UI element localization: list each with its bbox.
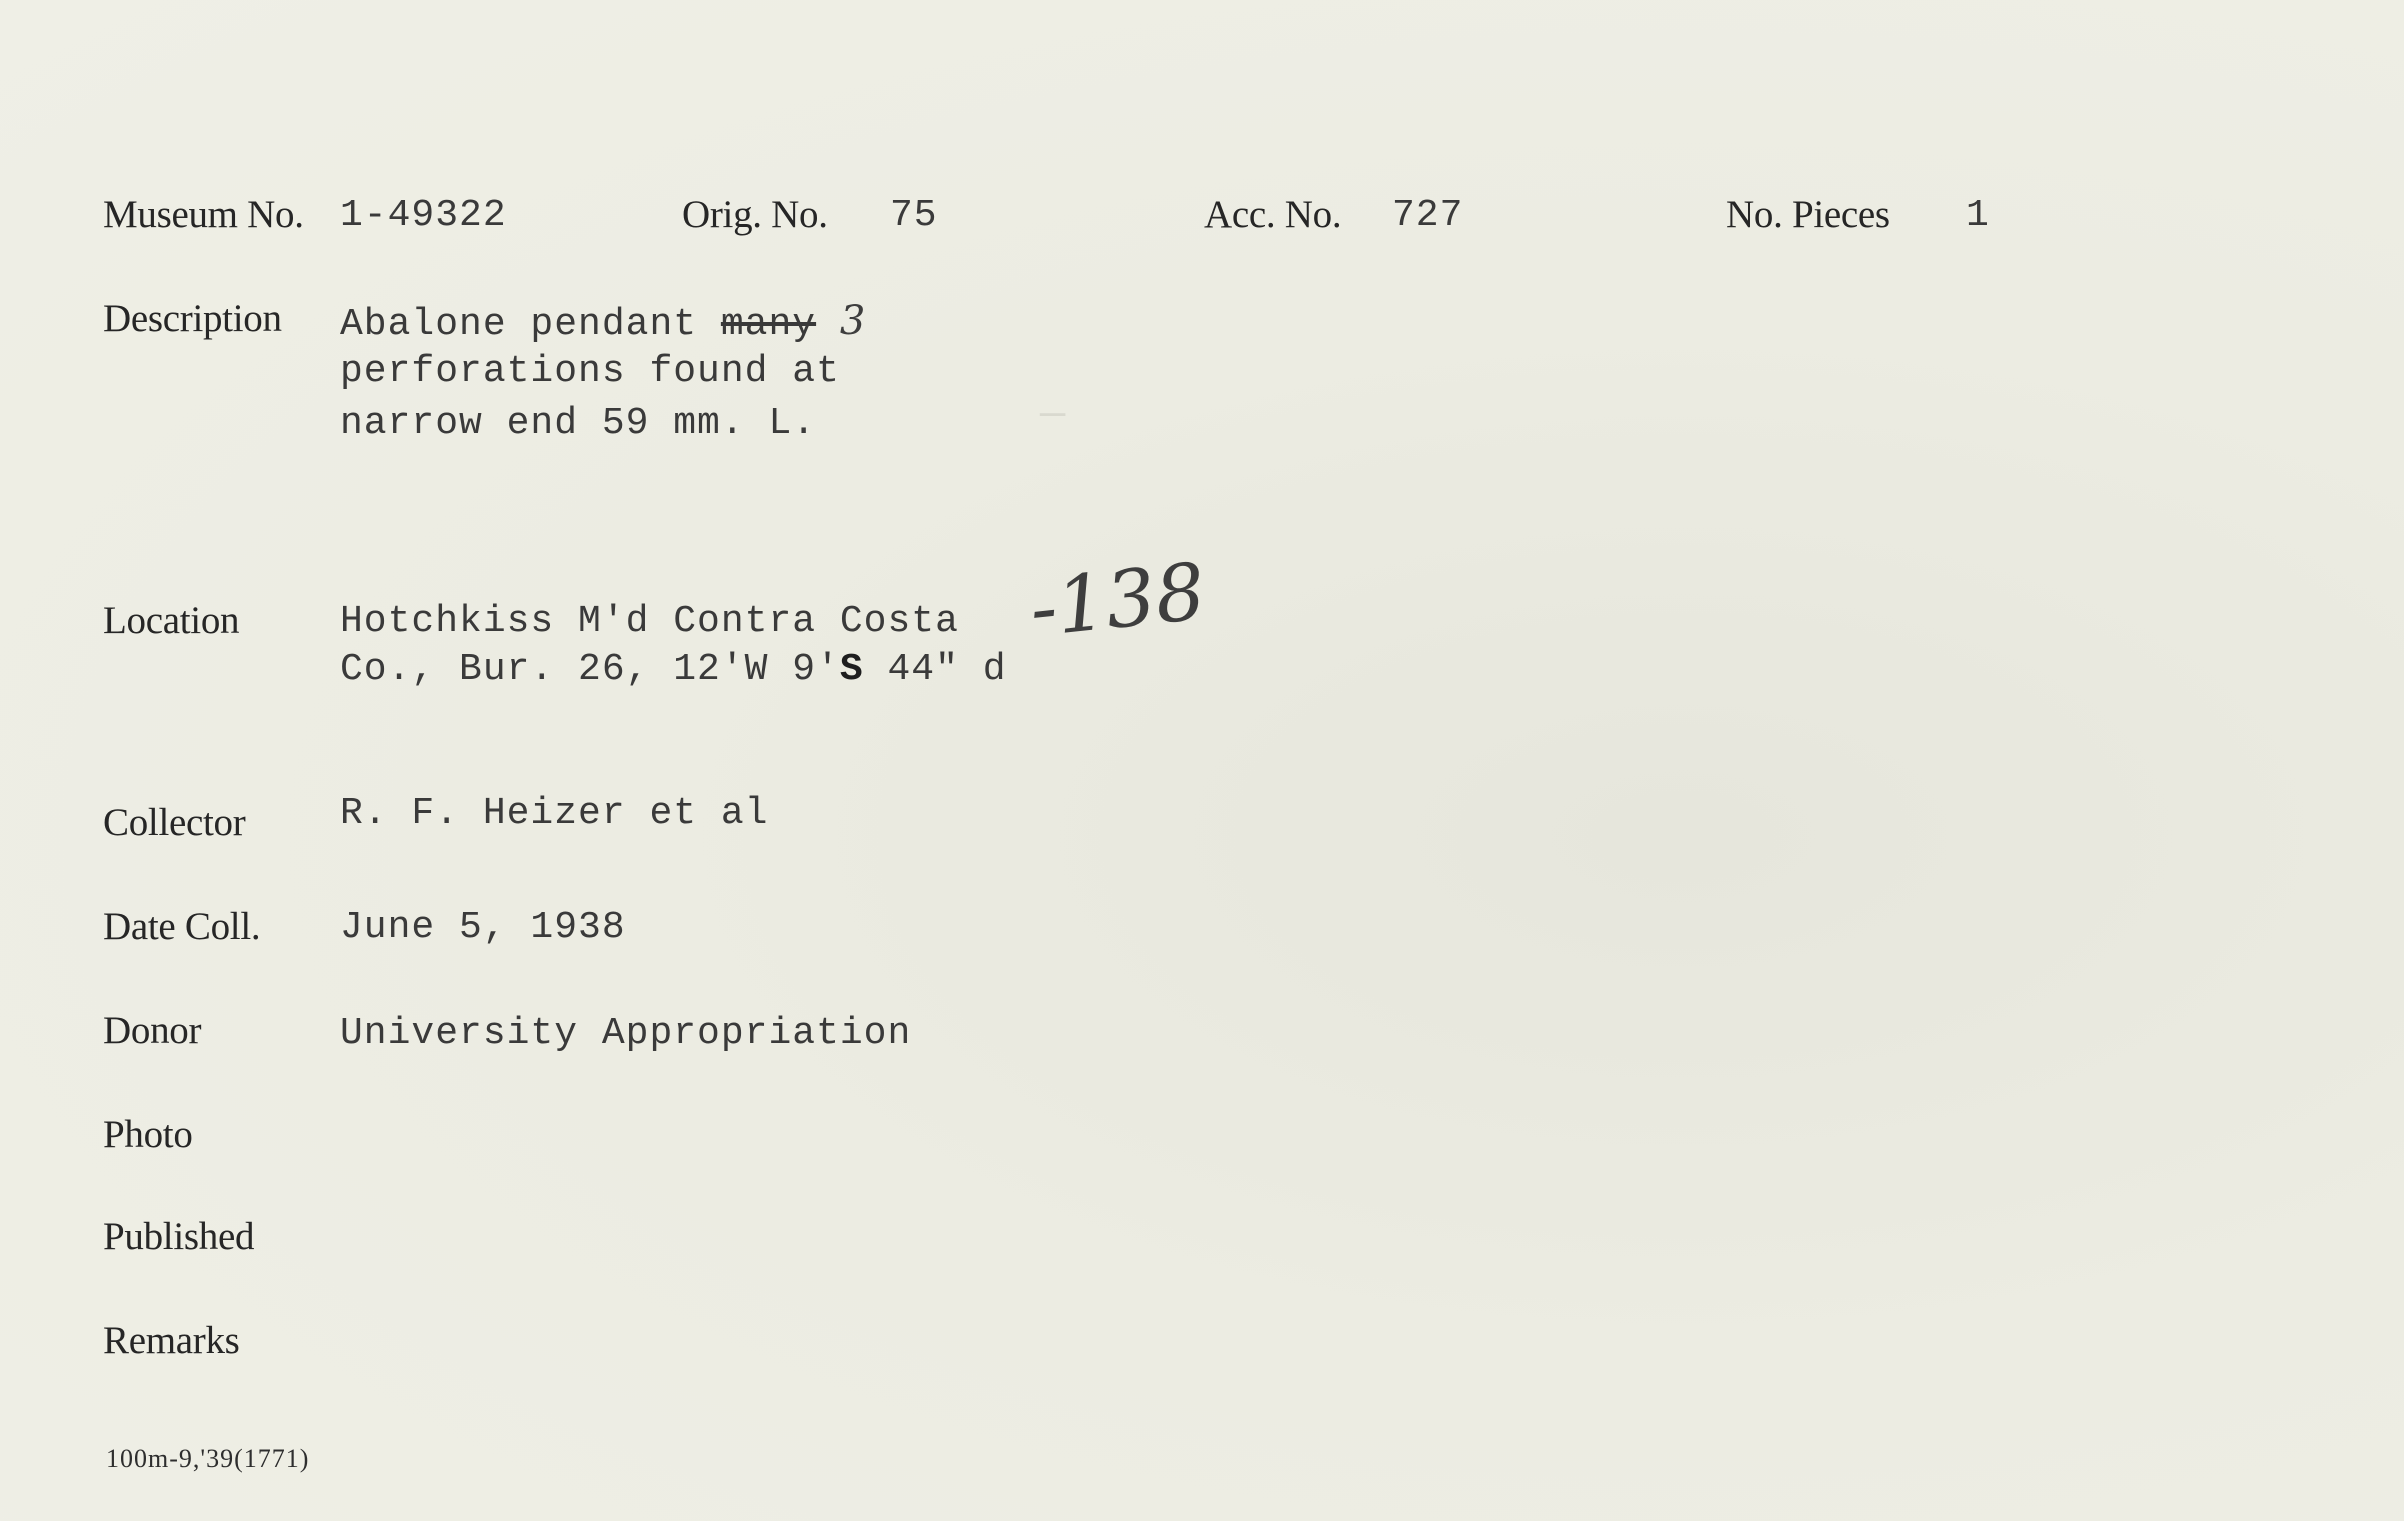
- handwritten-note: -138: [1025, 547, 1210, 655]
- location-bold-s: S: [839, 648, 864, 691]
- location-label: Location: [103, 599, 240, 642]
- photo-label: Photo: [103, 1113, 193, 1156]
- description-line-1: [340, 298, 866, 346]
- form-number: 100m-9,'39(1771): [106, 1444, 310, 1473]
- description-label: Description: [103, 297, 282, 340]
- museum-no-label: Museum No.: [103, 193, 304, 236]
- acc-no-label: Acc. No.: [1204, 193, 1342, 236]
- struck-word: many: [720, 303, 817, 346]
- published-label: Published: [103, 1215, 255, 1258]
- collector-label: Collector: [103, 801, 246, 844]
- description-line-3: narrow end 59 mm. L.: [340, 402, 817, 445]
- museum-no-value: 1-49322: [340, 194, 507, 237]
- bleed-through-mark: —: [1040, 390, 1066, 438]
- location-line-2: [340, 648, 1007, 691]
- collector-value: R. F. Heizer et al: [340, 792, 769, 835]
- no-pieces-value: 1: [1966, 194, 1990, 237]
- location-line-1: Hotchkiss M'd Contra Costa: [340, 600, 959, 643]
- date-coll-value: June 5, 1938: [340, 906, 626, 949]
- remarks-label: Remarks: [103, 1319, 240, 1362]
- location-line-2-suffix: 44" d: [863, 648, 1007, 691]
- orig-no-value: 75: [890, 194, 938, 237]
- acc-no-value: 727: [1392, 194, 1464, 237]
- orig-no-label: Orig. No.: [682, 193, 828, 236]
- donor-value: University Appropriation: [340, 1012, 912, 1055]
- description-line-2: perforations found at: [340, 350, 840, 393]
- no-pieces-label: No. Pieces: [1726, 193, 1890, 236]
- location-line-2-prefix: Co., Bur. 26, 12'W 9': [340, 648, 840, 691]
- handwritten-count: 3: [839, 298, 867, 344]
- description-line-1-text: Abalone pendant: [340, 303, 698, 346]
- date-coll-label: Date Coll.: [103, 905, 261, 948]
- donor-label: Donor: [103, 1009, 202, 1052]
